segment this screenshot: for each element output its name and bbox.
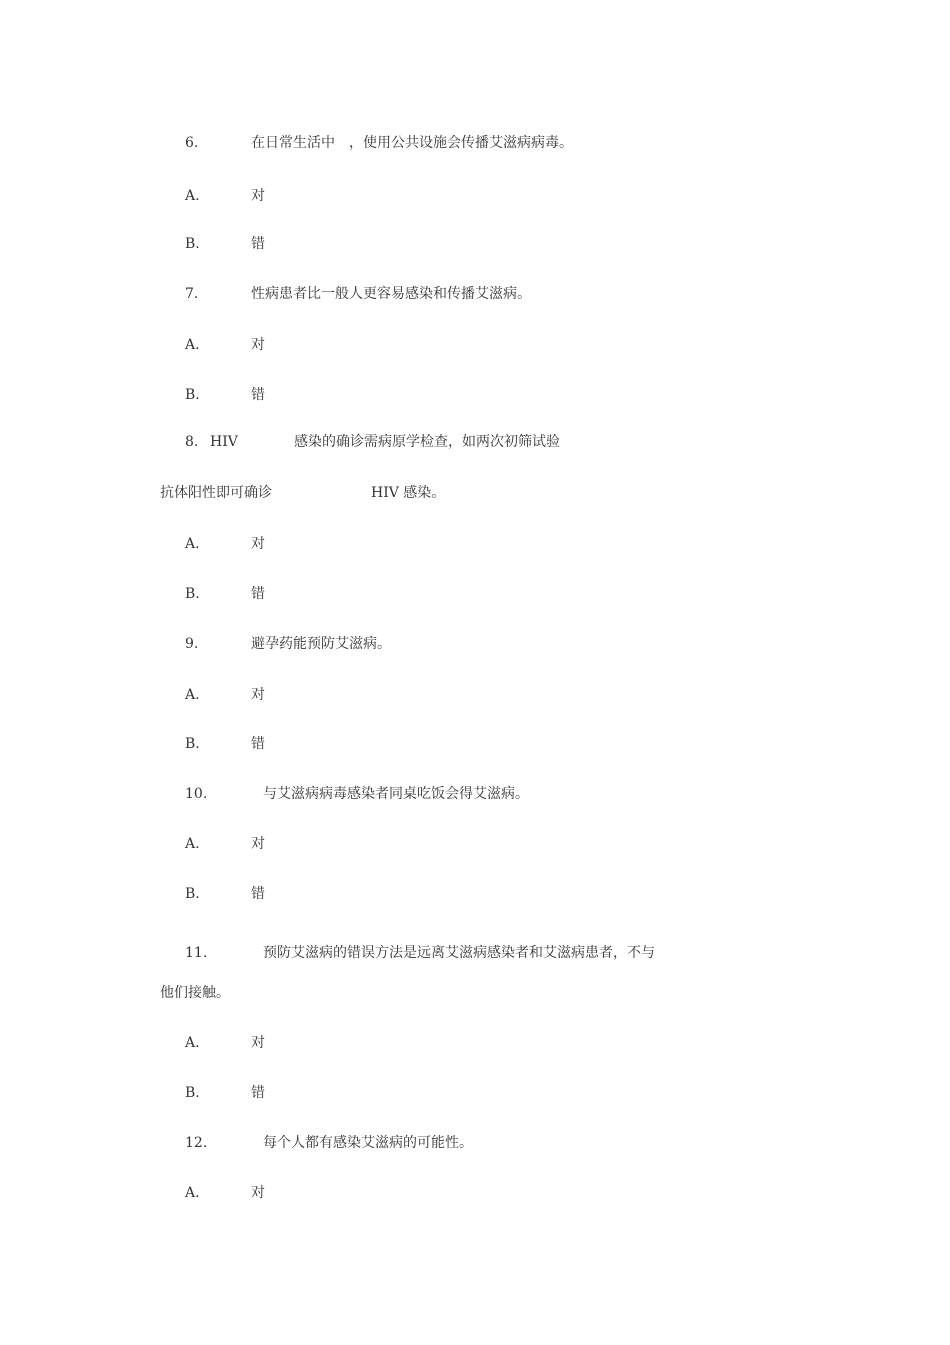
question-text: 性病患者比一般人更容易感染和传播艾滋病。	[251, 286, 531, 302]
option-text: 错	[251, 387, 265, 403]
question-text: 每个人都有感染艾滋病的可能性。	[263, 1135, 473, 1151]
question-number: 8.	[185, 434, 199, 450]
question-number: 7.	[185, 286, 199, 302]
option-label: A.	[185, 337, 200, 353]
question-text: 与艾滋病病毒感染者同桌吃饭会得艾滋病。	[263, 786, 529, 802]
option-label: B.	[185, 586, 200, 602]
option-text: 对	[251, 836, 265, 852]
option-text: 对	[251, 1185, 265, 1201]
option-label: B.	[185, 236, 200, 252]
option-text: 错	[251, 886, 265, 902]
question-number: 12.	[185, 1135, 208, 1151]
option-text: 错	[251, 736, 265, 752]
option-label: A.	[185, 836, 200, 852]
option-label: B.	[185, 387, 200, 403]
option-text: 对	[251, 337, 265, 353]
question-text-line2: 他们接触。	[160, 985, 230, 1001]
question-text-line2-suffix: HIV 感染。	[371, 485, 446, 501]
option-text: 对	[251, 536, 265, 552]
option-label: A.	[185, 188, 200, 204]
question-text: 避孕药能预防艾滋病。	[251, 636, 391, 652]
question-number: 6.	[185, 135, 199, 151]
option-text: 错	[251, 236, 265, 252]
question-text: 在日常生活中 ，使用公共设施会传播艾滋病病毒。	[251, 135, 573, 151]
question-text: 感染的确诊需病原学检查，如两次初筛试验	[294, 434, 560, 450]
option-label: B.	[185, 736, 200, 752]
option-text: 对	[251, 687, 265, 703]
option-label: B.	[185, 1085, 200, 1101]
question-number: 9.	[185, 636, 199, 652]
option-label: A.	[185, 1185, 200, 1201]
option-label: A.	[185, 687, 200, 703]
option-label: A.	[185, 1035, 200, 1051]
option-text: 错	[251, 586, 265, 602]
option-label: B.	[185, 886, 200, 902]
question-text: 预防艾滋病的错误方法是远离艾滋病感染者和艾滋病患者，不与	[263, 945, 655, 961]
question-number: 10.	[185, 786, 208, 802]
option-text: 错	[251, 1085, 265, 1101]
option-text: 对	[251, 1035, 265, 1051]
option-text: 对	[251, 188, 265, 204]
question-text-line2: 抗体阳性即可确诊	[160, 485, 272, 501]
question-text-prefix: HIV	[210, 434, 238, 450]
question-number: 11.	[185, 945, 208, 961]
option-label: A.	[185, 536, 200, 552]
